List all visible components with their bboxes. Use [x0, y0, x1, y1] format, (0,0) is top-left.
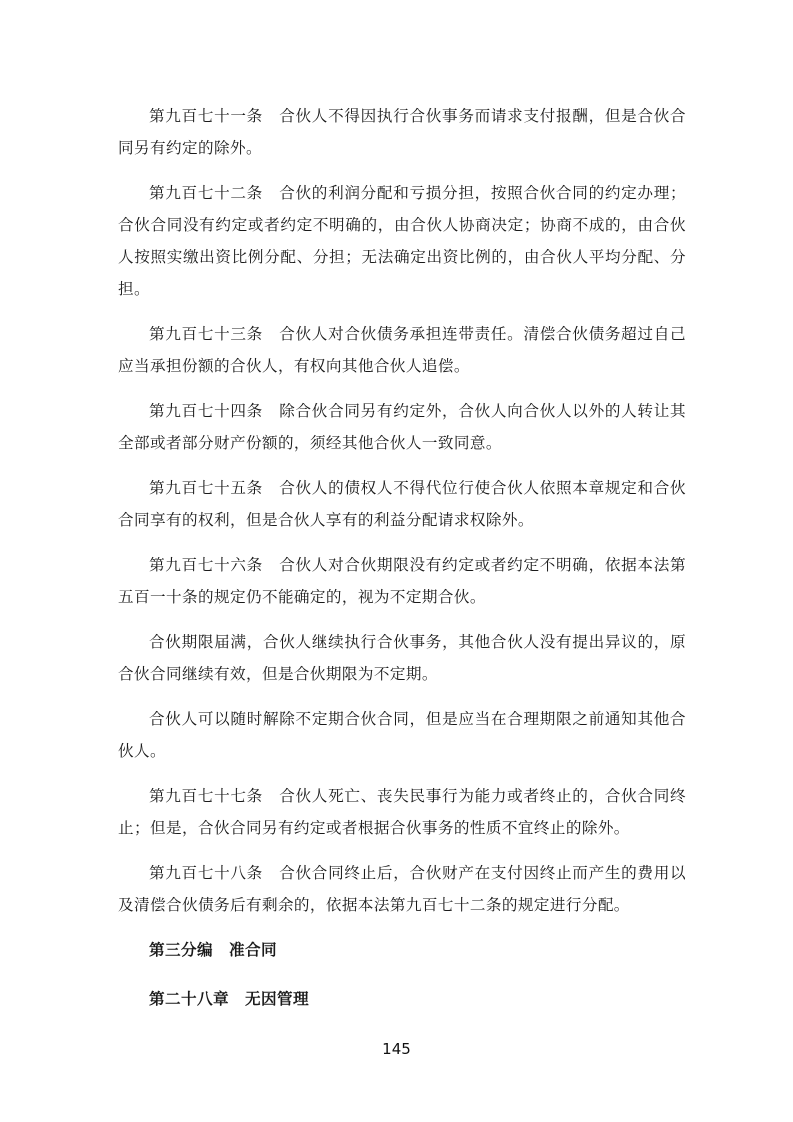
article-number: 第九百七十三条: [149, 325, 263, 343]
article-976: [118, 549, 686, 613]
part-heading: 第三分编 准合同: [149, 941, 277, 959]
chapter-heading: 第二十八章 无因管理: [149, 990, 309, 1008]
article-number: 第九百七十七条: [149, 787, 263, 805]
article-text: 合伙人不得因执行合伙事务而请求支付报酬，但是合伙合同另有约定的除外。: [118, 107, 686, 157]
article-text: 合伙人死亡、丧失民事行为能力或者终止的，合伙合同终止；但是，合伙合同另有约定或者根据合伙事务的性质不宜终止的除外。: [118, 787, 686, 837]
article-971: [118, 100, 686, 164]
article-number: 第九百七十八条: [149, 864, 263, 882]
article-978: [118, 857, 686, 921]
article-number: 第九百七十一条: [149, 107, 263, 125]
article-976-paragraph-2: [118, 626, 686, 690]
document-body: [118, 100, 686, 1015]
article-975: [118, 472, 686, 536]
article-973: [118, 318, 686, 382]
article-text: 合伙合同终止后，合伙财产在支付因终止而产生的费用以及清偿合伙债务后有剩余的，依据本法第九百七十二条的规定进行分配。: [118, 864, 686, 914]
article-text: 除合伙合同另有约定外，合伙人向合伙人以外的人转让其全部或者部分财产份额的，须经其他合伙人一致同意。: [118, 402, 686, 452]
paragraph-text: 合伙期限届满，合伙人继续执行合伙事务，其他合伙人没有提出异议的，原合伙合同继续有效，但是合伙期限为不定期。: [118, 633, 686, 683]
article-text: 合伙人对合伙期限没有约定或者约定不明确，依据本法第五百一十条的规定仍不能确定的，视为不定期合伙。: [118, 556, 686, 606]
article-number: 第九百七十四条: [149, 402, 263, 420]
paragraph-text: 合伙人可以随时解除不定期合伙合同，但是应当在合理期限之前通知其他合伙人。: [118, 710, 686, 760]
article-number: 第九百七十六条: [149, 556, 263, 574]
article-976-paragraph-3: [118, 703, 686, 767]
article-972: [118, 177, 686, 305]
page-number: 145: [382, 1040, 411, 1058]
article-974: [118, 395, 686, 459]
article-text: 合伙人的债权人不得代位行使合伙人依照本章规定和合伙合同享有的权利，但是合伙人享有的利益分配请求权除外。: [118, 479, 686, 529]
article-number: 第九百七十二条: [149, 184, 263, 202]
article-text: 合伙人对合伙债务承担连带责任。清偿合伙债务超过自己应当承担份额的合伙人，有权向其他合伙人追偿。: [118, 325, 686, 375]
article-text: 合伙的利润分配和亏损分担，按照合伙合同的约定办理；合伙合同没有约定或者约定不明确的，由合伙人协商决定；协商不成的，由合伙人按照实缴出资比例分配、分担；无法确定出资比例的，由合伙人平均分配、分担。: [118, 184, 686, 298]
article-number: 第九百七十五条: [149, 479, 263, 497]
article-977: [118, 780, 686, 844]
